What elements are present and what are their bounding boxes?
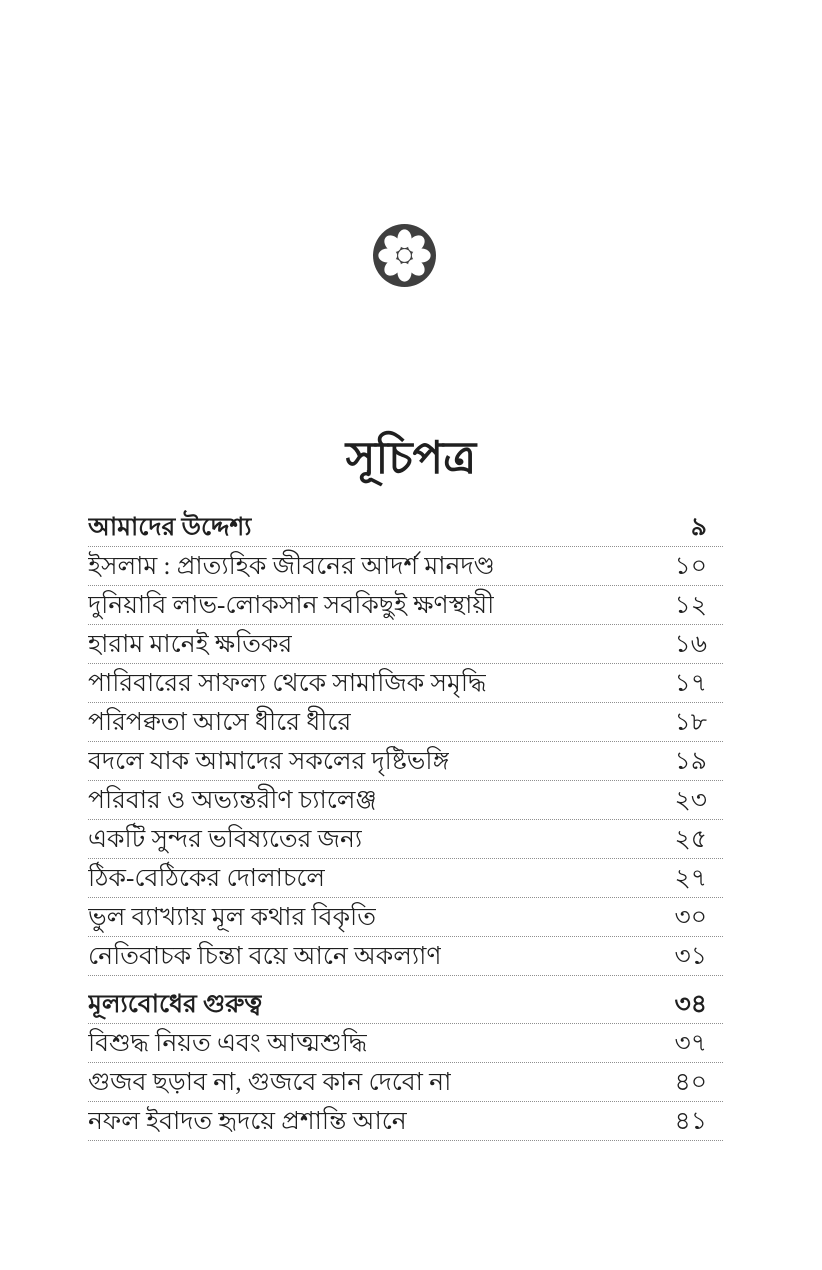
toc-entry-title: দুনিয়াবি লাভ-লোকসান সবকিছুই ক্ষণস্থায়ী [88, 591, 495, 619]
toc-entry-page-number: ১০ [674, 552, 707, 580]
toc-entry [88, 703, 723, 742]
toc-entry [88, 985, 723, 1024]
toc-entry-page-number: ১৯ [674, 747, 707, 775]
toc-entry-title: গুজব ছড়াব না, গুজবে কান দেবো না [88, 1068, 452, 1096]
toc-entry [88, 820, 723, 859]
toc-entry [88, 625, 723, 664]
toc-entry-title: নফল ইবাদত হৃদয়ে প্রশান্তি আনে [88, 1107, 407, 1135]
toc-entry [88, 937, 723, 976]
toc-list [88, 508, 723, 1141]
toc-entry-page-number: ৩৪ [674, 990, 707, 1018]
toc-entry-page-number: ২৭ [674, 864, 707, 892]
toc-entry [88, 1024, 723, 1063]
toc-entry-title: ঠিক-বেঠিকের দোলাচলে [88, 864, 326, 892]
toc-entry [88, 547, 723, 586]
toc-entry [88, 1063, 723, 1102]
toc-entry-page-number: ১৬ [674, 630, 707, 658]
toc-entry-page-number: ৩৭ [674, 1029, 707, 1057]
toc-entry [88, 664, 723, 703]
toc-entry [88, 898, 723, 937]
toc-entry [88, 586, 723, 625]
toc-entry-page-number: ১৭ [674, 669, 707, 697]
toc-entry-title: বিশুদ্ধ নিয়ত এবং আত্মশুদ্ধি [88, 1029, 368, 1057]
toc-entry [88, 1102, 723, 1141]
toc-entry-title: নেতিবাচক চিন্তা বয়ে আনে অকল্যাণ [88, 942, 442, 970]
toc-entry-page-number: ১২ [674, 591, 707, 619]
toc-entry-title: ইসলাম : প্রাত্যহিক জীবনের আদর্শ মানদণ্ড [88, 552, 495, 580]
toc-entry-page-number: ৯ [690, 513, 707, 541]
toc-entry-title: পরিপক্বতা আসে ধীরে ধীরে [88, 708, 352, 736]
toc-entry-title: পরিবার ও অভ্যন্তরীণ চ্যালেঞ্জ [88, 786, 377, 814]
toc-entry-title: আমাদের উদ্দেশ্য [88, 513, 252, 541]
toc-entry-page-number: ২৩ [674, 786, 707, 814]
toc-entry-page-number: ৪১ [674, 1107, 707, 1135]
toc-entry-title: বদলে যাক আমাদের সকলের দৃষ্টিভঙ্গি [88, 747, 450, 775]
toc-entry [88, 508, 723, 547]
toc-entry [88, 781, 723, 820]
page-title: সূচিপত্র [345, 433, 477, 483]
toc-entry-title: পারিবারের সাফল্য থেকে সামাজিক সমৃদ্ধি [88, 669, 487, 697]
toc-entry [88, 859, 723, 898]
toc-entry-page-number: ৩০ [674, 903, 707, 931]
rosette-ornament-icon [371, 222, 438, 289]
toc-entry [88, 742, 723, 781]
toc-entry-page-number: ৪০ [674, 1068, 707, 1096]
toc-entry-page-number: ১৮ [674, 708, 707, 736]
toc-entry-title: হারাম মানেই ক্ষতিকর [88, 630, 293, 658]
toc-entry-page-number: ২৫ [674, 825, 707, 853]
toc-entry-title: মূল্যবোধের গুরুত্ব [88, 990, 263, 1018]
toc-entry-title: একটি সুন্দর ভবিষ্যতের জন্য [88, 825, 363, 853]
toc-entry-page-number: ৩১ [674, 942, 707, 970]
toc-entry-title: ভুল ব্যাখ্যায় মূল কথার বিকৃতি [88, 903, 376, 931]
